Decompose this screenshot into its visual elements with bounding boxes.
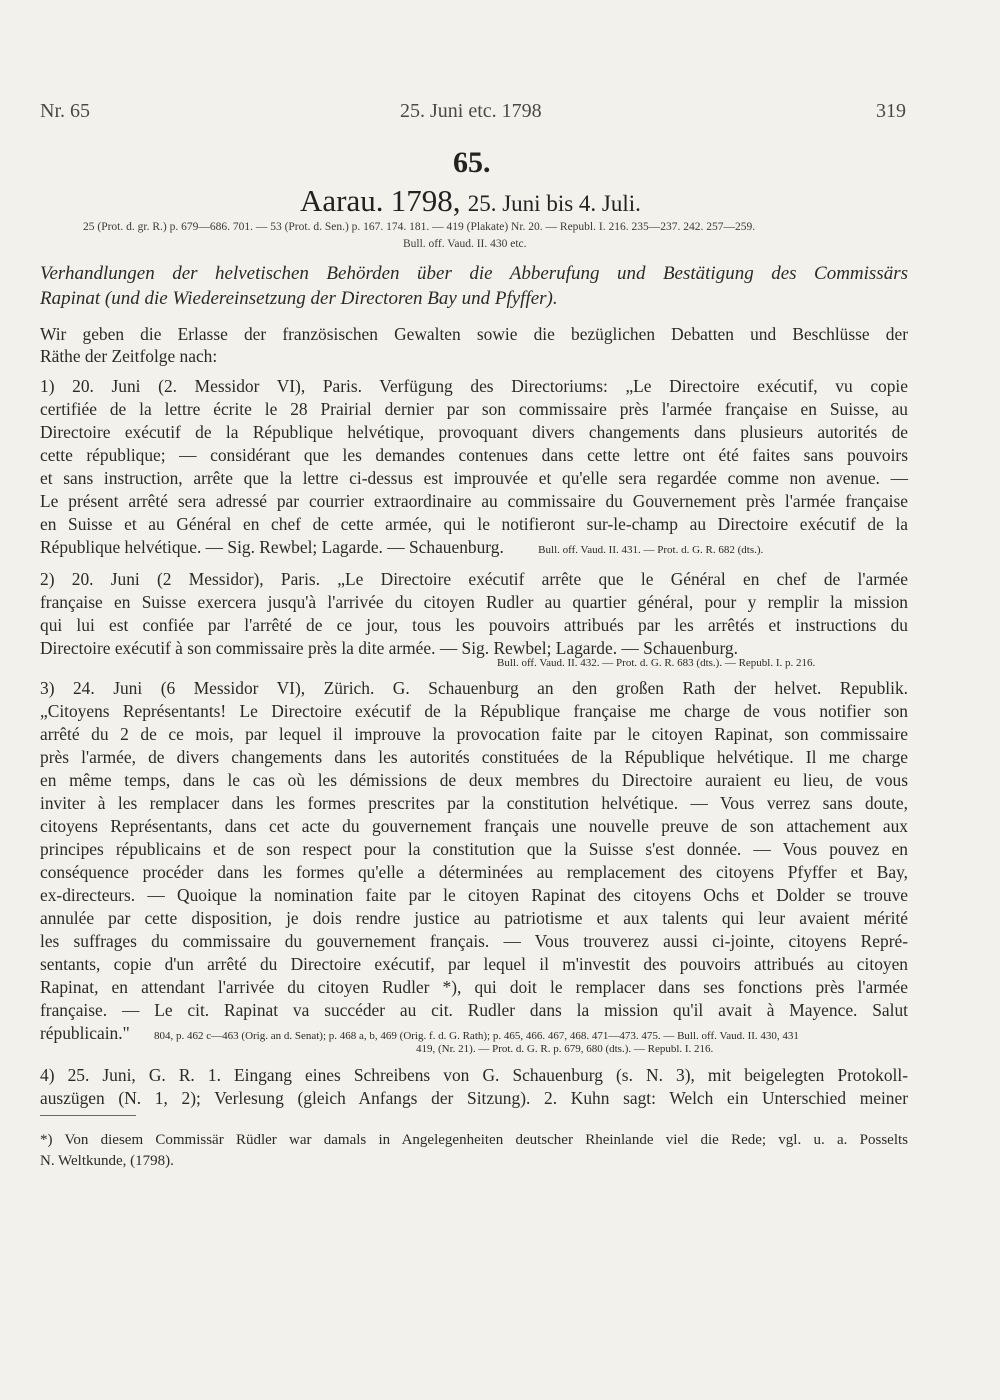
body-line: 1) 20. Juni (2. Messidor VI), Paris. Verfügung des Directoriums: „Le Directoire exécutif, vu copie <box>40 376 908 396</box>
body-line: et sans instruction, arrête que la lettre ci-dessus est improuvée et qu'elle sera regardée comme non avenue. — <box>40 468 908 488</box>
body-line: Directoire exécutif à son commissaire près la dite armée. — Sig. Rewbel; Lagarde. — Schauenburg. <box>40 638 738 658</box>
footnote-line: *) Von diesem Commissär Rüdler war damals in Angelegenheiten deutscher Rheinlande viel die Rede; vgl. u. a. Posselts <box>40 1132 908 1148</box>
body-line: en Suisse et au Général en chef de cette armée, qui le notifieront sur-le-champ au Directoire exécutif de la <box>40 514 908 534</box>
running-header-number: Nr. 65 <box>40 100 90 122</box>
body-line: Räthe der Zeitfolge nach: <box>40 346 218 366</box>
body-line: en même temps, dans le cas où les démissions de deux membres du Directoire auraient eu lieu, de vous <box>40 770 908 790</box>
title-dates: 25. Juni bis 4. Juli. <box>467 191 641 216</box>
body-line: arrêté du 2 de ce mois, par lequel il improuve la provocation faite par le citoyen Rapinat, son commissaire <box>40 724 908 744</box>
body-line: les suffrages du commissaire du gouvernement français. — Vous trouverez aussi ci-jointe, citoyens Repré- <box>40 931 908 951</box>
title-place: Aarau. <box>300 183 384 218</box>
body-line: Le présent arrêté sera adressé par courrier extraordinaire au commissaire du Gouvernement près l'armée française <box>40 491 908 511</box>
body-line: Wir geben die Erlasse der französischen Gewalten sowie die bezüglichen Debatten und Beschlüsse der <box>40 324 908 344</box>
document-title <box>300 183 641 219</box>
body-line: 2) 20. Juni (2 Messidor), Paris. „Le Directoire exécutif arrête que le Général en chef de l'armée <box>40 569 908 589</box>
body-line <box>40 536 908 561</box>
body-line: citoyens Représentants, dans cet acte du gouvernement français une nouvelle preuve de son attachement aux <box>40 816 908 836</box>
body-line: française en Suisse exercera jusqu'à l'arrivée du citoyen Rudler au quartier général, pour y remplir la mission <box>40 592 908 612</box>
body-line: certifiée de la lettre écrite le 28 Prairial dernier par son commissaire près l'armée française en Suisse, au <box>40 399 908 419</box>
body-line: 4) 25. Juni, G. R. 1. Eingang eines Schreibens von G. Schauenburg (s. N. 3), mit beigelegten Protokoll- <box>40 1065 908 1085</box>
source-reference: 419, (Nr. 21). — Prot. d. G. R. p. 679, 680 (dts.). — Republ. I. 216. <box>416 1043 714 1055</box>
document-number: 65. <box>453 146 491 179</box>
sources-line-1: 25 (Prot. d. gr. R.) p. 679—686. 701. — 53 (Prot. d. Sen.) p. 167. 174. 181. — 419 (Plakate) Nr. 20. — Republ. I. 216. 235—237. 242. 257—259. <box>83 221 756 233</box>
body-line: „Citoyens Représentants! Le Directoire exécutif de la République française me charge de vous notifier son <box>40 701 908 721</box>
footnote-divider <box>40 1115 136 1116</box>
source-reference: Bull. off. Vaud. II. 431. — Prot. d. G. R. 682 (dts.). <box>538 544 764 556</box>
body-line: Directoire exécutif de la République helvétique, provoquant divers changements dans plusieurs autorités de <box>40 422 908 442</box>
body-line: 3) 24. Juni (6 Messidor VI), Zürich. G. Schauenburg an den großen Rath der helvet. Republik. <box>40 678 908 698</box>
body-line: inviter à les remplacer dans les formes prescrites par la constitution helvétique. — Vous verrez sans doute, <box>40 793 908 813</box>
title-year: 1798, <box>390 183 461 218</box>
body-line: principes républicains et de son respect pour la constitution que la Suisse s'est donnée. — Vous pouvez en <box>40 839 908 859</box>
source-reference: 804, p. 462 c—463 (Orig. an d. Senat); p. 468 a, b, 469 (Orig. f. d. G. Rath); p. 465, 466. 467, 468. 471—473. 475. — Bull. off. Vaud. II. 430, 431 <box>154 1030 799 1042</box>
body-line: auszügen (N. 1, 2); Verlesung (gleich Anfangs der Sitzung). 2. Kuhn sagt: Welch ein Unterschied meiner <box>40 1088 908 1108</box>
source-reference: Bull. off. Vaud. II. 432. — Prot. d. G. R. 683 (dts.). — Republ. I. p. 216. <box>497 657 816 669</box>
page-number: 319 <box>876 100 906 122</box>
body-line: sentants, copie d'un arrêté du Directoire exécutif, par lequel il m'investit des pouvoirs attribués au citoyen <box>40 954 908 974</box>
body-line: annulée par cette disposition, je dois rendre justice au patriotisme et aux talents qui leur avaient mérité <box>40 908 908 928</box>
body-line: près l'armée, de divers changements dans les autorités constituées de la République helvétique. Il me charge <box>40 747 908 767</box>
body-line-text: République helvétique. — Sig. Rewbel; Lagarde. — Schauenburg. <box>40 537 504 557</box>
body-line: qui lui est confiée par l'arrêté de ce jour, tous les pouvoirs attribués par les arrêtés et instructions du <box>40 615 908 635</box>
body-line: ex-directeurs. — Quoique la nomination faite par le citoyen Rapinat des citoyens Ochs et Dolder se trouve <box>40 885 908 905</box>
body-line: française. — Le cit. Rapinat va succéder au cit. Rudler dans la mission qu'il avait à Mayence. Salut <box>40 1000 908 1020</box>
body-line: Rapinat, en attendant l'arrivée du citoyen Rudler *), qui doit le remplacer dans ses fonctions près l'armée <box>40 977 908 997</box>
sources-line-2: Bull. off. Vaud. II. 430 etc. <box>403 238 527 250</box>
body-line: conséquence procéder dans les formes qu'elle a déterminées au remplacement des citoyens Pfyffer et Bay, <box>40 862 908 882</box>
footnote-line: N. Weltkunde, (1798). <box>40 1153 174 1169</box>
subject-line: Rapinat (und die Wiedereinsetzung der Directoren Bay und Pfyffer). <box>40 288 558 309</box>
body-line-text: républicain." <box>40 1023 130 1043</box>
running-header-date: 25. Juni etc. 1798 <box>400 100 542 122</box>
subject-line: Verhandlungen der helvetischen Behörden über die Abberufung und Bestätigung des Commissärs <box>40 263 908 284</box>
body-line: cette république; — considérant que les demandes contenues dans cette lettre ont été faites sans pouvoirs <box>40 445 908 465</box>
